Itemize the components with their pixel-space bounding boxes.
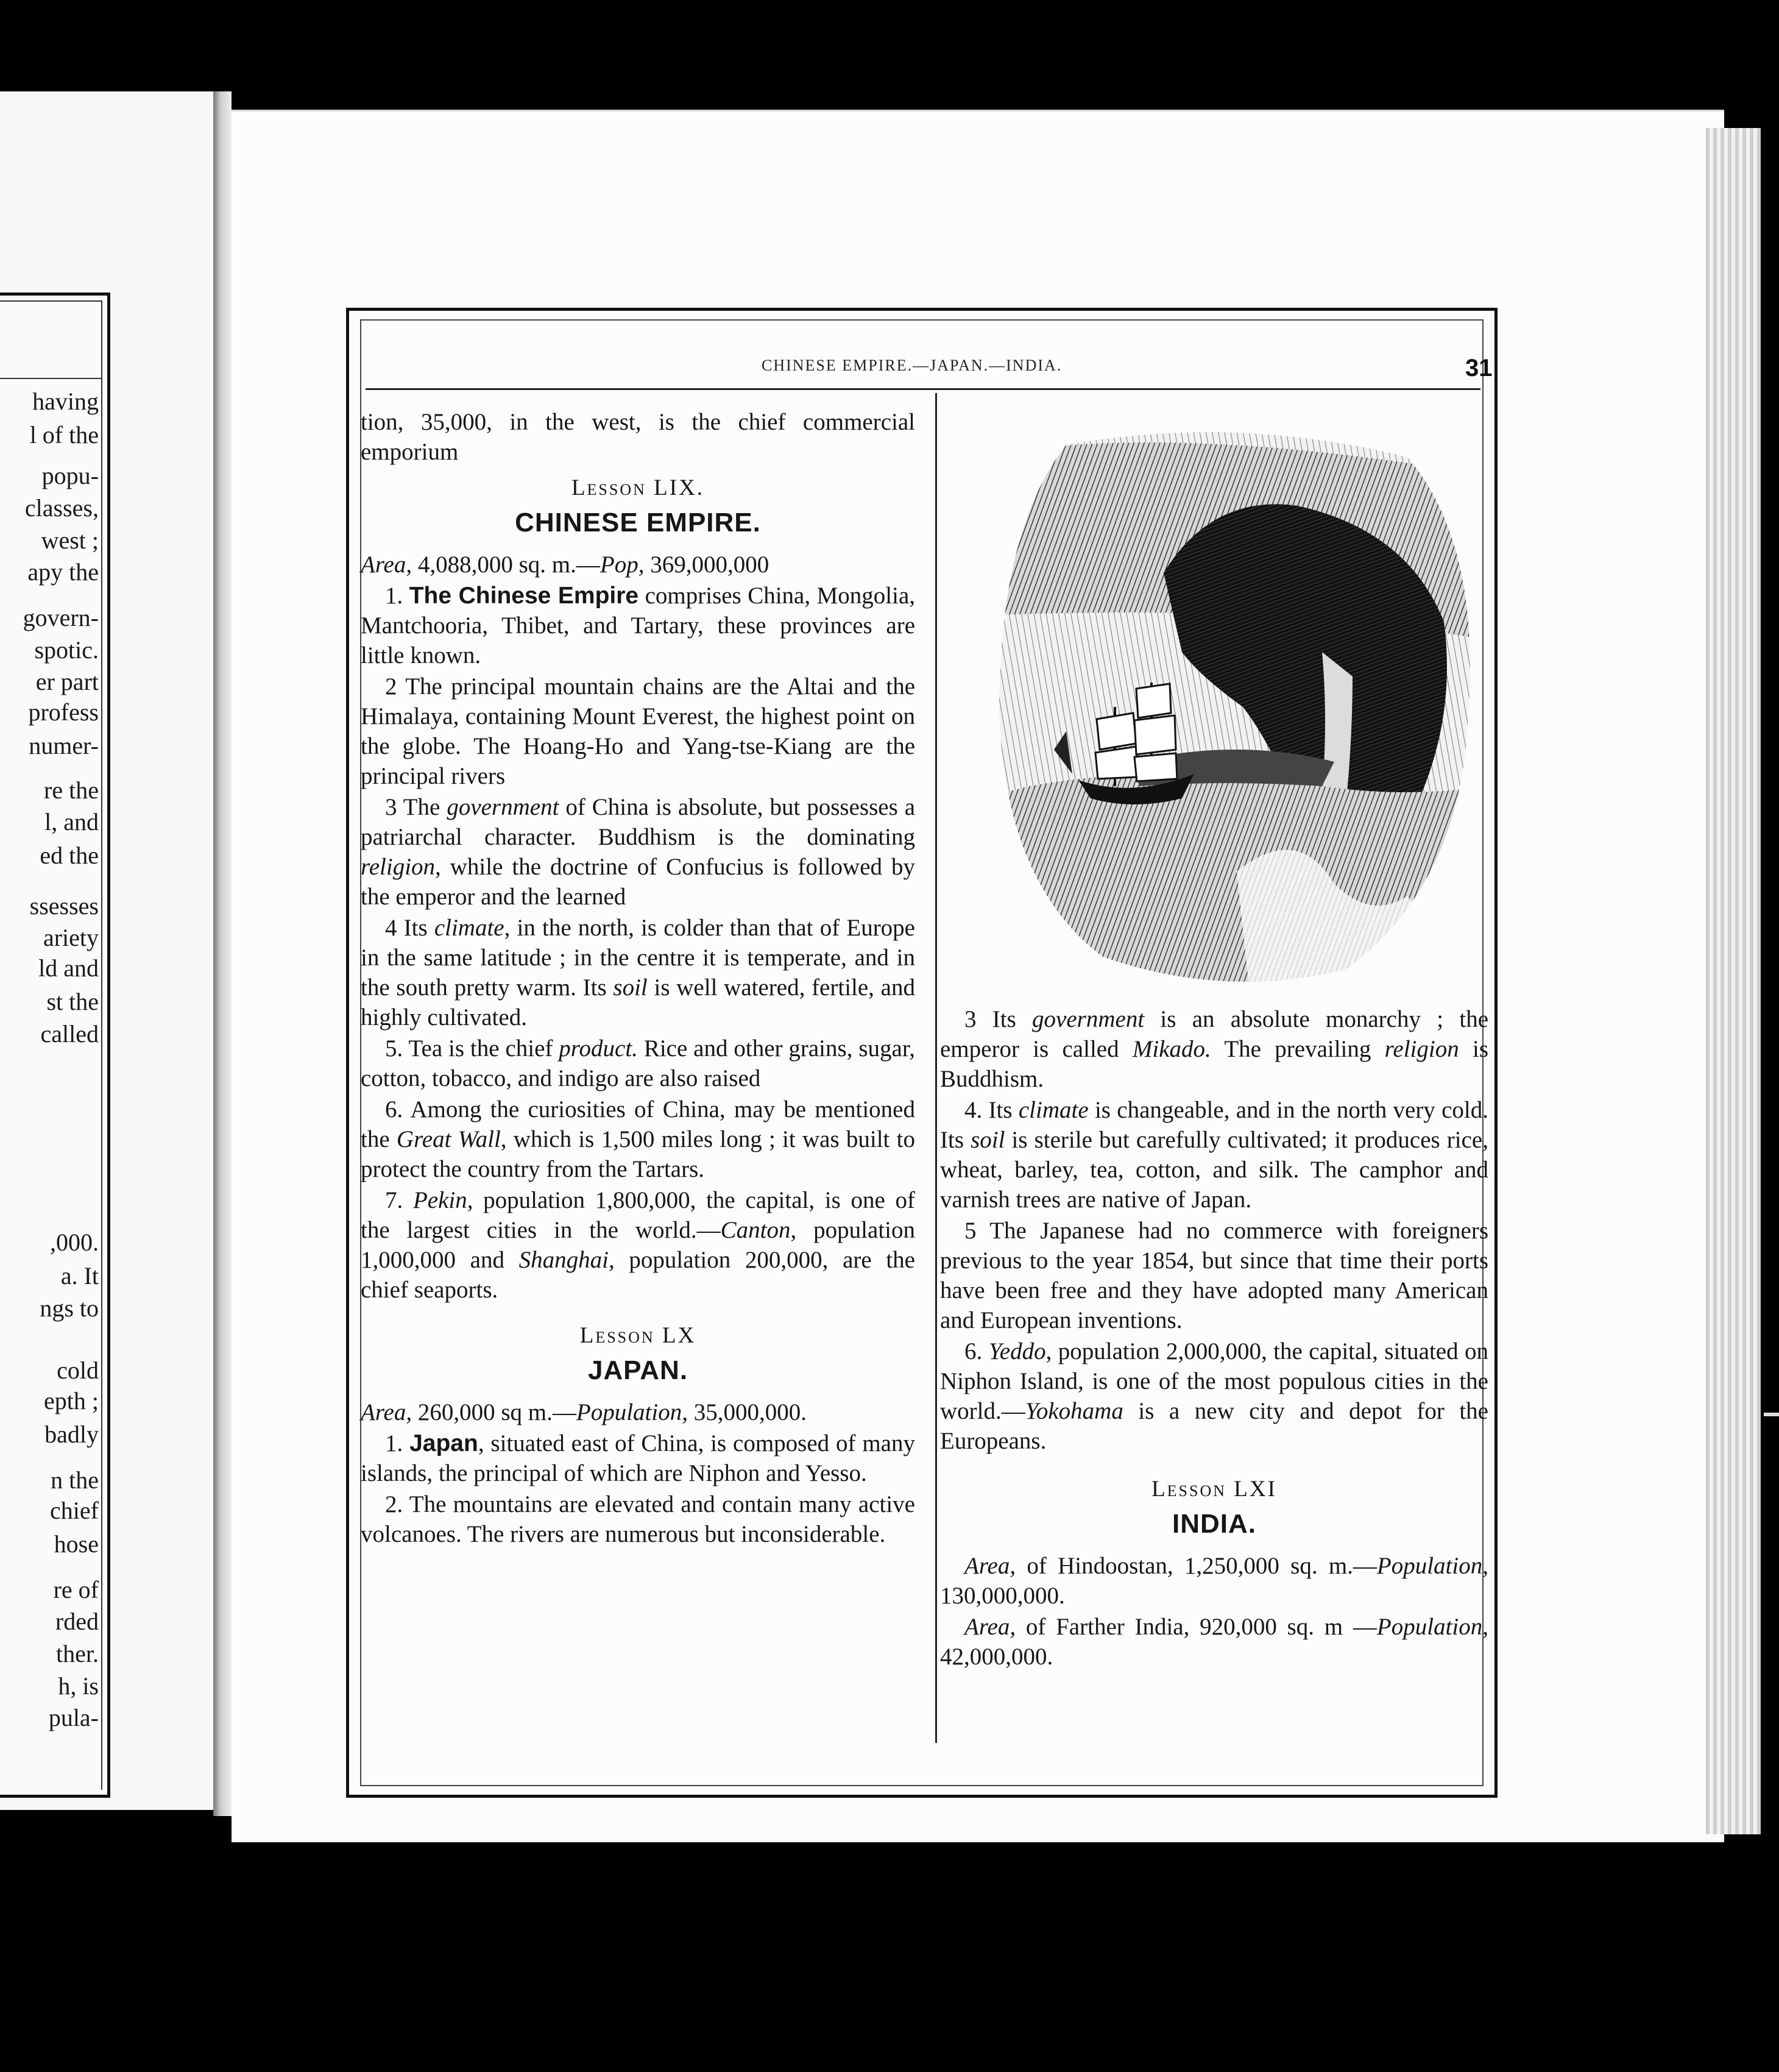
left-page-fragment: profess	[28, 698, 99, 726]
paragraph: 1. The Chinese Empire comprises China, Mongolia, Mantchooria, Thibet, and Tartary, these provinces are little known.	[361, 583, 916, 669]
area-line: Area, 260,000 sq m.—Population, 35,000,000.	[361, 1399, 807, 1425]
left-page-fragment: h, is	[58, 1672, 99, 1700]
left-page-fragment: rded	[55, 1608, 99, 1635]
left-page-fragment: re of	[53, 1576, 99, 1603]
left-page-fragment: er part	[35, 668, 99, 695]
left-page-fragment: west ;	[41, 527, 99, 554]
paragraph: 7. Pekin, population 1,800,000, the capital, is one of the largest cities in the world.—Canton, population 1,000,000 and Shanghai, population 200,000, are the chief seaports.	[361, 1187, 915, 1303]
section-title-india: INDIA.	[1172, 1509, 1256, 1539]
paragraph: 3 Its government is an absolute monarchy ; the emperor is called Mikado. The prevailing religion is Buddhism.	[940, 1006, 1489, 1092]
area-line: Area, of Farther India, 920,000 sq. m —Population, 42,000,000.	[940, 1614, 1488, 1670]
left-page-fragment: having	[32, 388, 99, 415]
left-page-fragment: re the	[44, 776, 99, 804]
left-page-fragment: a. It	[60, 1262, 99, 1290]
page-edges	[1706, 128, 1761, 1834]
section-title-japan: JAPAN.	[587, 1355, 688, 1385]
waterspout-ship-engraving	[981, 420, 1487, 987]
left-page-fragment: ther.	[56, 1640, 99, 1667]
paragraph: 4. Its climate is changeable, and in the north very cold. Its soil is sterile but carefully cultivated; it produces rice, wheat, barley, tea, cotton, and silk. The camphor and varnish trees are native of Japan.	[940, 1097, 1488, 1213]
left-page-fragment: epth ;	[44, 1387, 99, 1414]
left-page-fragment: ld and	[38, 954, 99, 982]
left-page-fragment: spotic.	[34, 636, 99, 664]
right-column	[940, 1004, 1488, 1673]
paragraph: 6. Among the curiosities of China, may be mentioned the Great Wall, which is 1,500 miles long ; it was built to protect the country from the Tartars.	[361, 1096, 915, 1182]
left-page-fragment: badly	[44, 1421, 99, 1448]
left-page-fragment: ed the	[40, 842, 99, 869]
lesson-heading: Lesson LXI	[1151, 1477, 1277, 1502]
left-page-fragment: pula-	[48, 1704, 99, 1731]
left-page-fragment: st the	[46, 988, 99, 1015]
paragraph: 2 The principal mountain chains are the Altai and the Himalaya, containing Mount Everest, the highest point on the globe. The Hoang-Ho and Yang-tse-Kiang are the principal rivers	[361, 673, 915, 789]
lesson-heading: Lesson LX	[579, 1323, 696, 1348]
left-page-fragment: ngs to	[40, 1294, 99, 1322]
left-page-fragment: govern-	[23, 604, 99, 631]
left-page-fragment: apy the	[27, 558, 99, 586]
left-page-fragment: l, and	[44, 808, 99, 836]
book-spine	[213, 91, 232, 1816]
paragraph: 6. Yeddo, population 2,000,000, the capital, situated on Niphon Island, is one of the most populous cities in the world.—Yokohama is a new city and depot for the Europeans.	[940, 1338, 1489, 1454]
paragraph: 4 Its climate, in the north, is colder than that of Europe in the same latitude ; in the centre it is temperate, and in the south pretty warm. Its soil is well watered, fertile, and highly cultivated.	[361, 915, 915, 1031]
paragraph: 3 The government of China is absolute, but possesses a patriarchal character. Buddhism is the dominating religion, while the doctrine of Confucius is followed by the emperor and the learned	[361, 794, 916, 910]
paragraph: 5. Tea is the chief product. Rice and other grains, sugar, cotton, tobacco, and indigo are also raised	[361, 1035, 915, 1091]
left-page-fragment: ariety	[43, 924, 99, 951]
left-page-fragment: l of the	[29, 421, 99, 449]
carryover-text: tion, 35,000, in the west, is the chief commercial emporium	[361, 409, 915, 465]
left-page-fragment: ,000.	[50, 1229, 99, 1256]
left-page-frame	[0, 293, 110, 1798]
running-head: CHINESE EMPIRE.—JAPAN.—INDIA.	[762, 357, 1063, 374]
left-page-fragment: numer-	[29, 732, 99, 759]
left-page	[0, 91, 216, 1810]
left-column	[361, 407, 915, 1550]
header-rule	[366, 388, 1480, 390]
left-page-fragment: chief	[50, 1497, 99, 1524]
left-page-fragment: popu-	[41, 462, 99, 489]
column-rule	[935, 393, 937, 1743]
left-page-fragment: called	[40, 1020, 99, 1048]
page-number: 31	[1465, 355, 1493, 381]
area-line: Area, of Hindoostan, 1,250,000 sq. m.—Population, 130,000,000.	[940, 1553, 1488, 1609]
area-line: Area, 4,088,000 sq. m.—Pop, 369,000,000	[361, 552, 769, 578]
left-page-fragment: cold	[57, 1357, 99, 1384]
lesson-heading: Lesson LIX.	[571, 475, 705, 500]
left-page-fragment: ssesses	[29, 892, 99, 920]
paragraph: 5 The Japanese had no commerce with foreigners previous to the year 1854, but since that time their ports have been free and they have adopted many American and European inventions.	[940, 1218, 1488, 1333]
left-page-fragment: n the	[51, 1466, 99, 1494]
section-title-chinese-empire: CHINESE EMPIRE.	[515, 508, 761, 538]
left-page-fragment: classes,	[24, 494, 99, 522]
left-page-fragment: hose	[54, 1530, 99, 1558]
paragraph: 2. The mountains are elevated and contain many active volcanoes. The rivers are numerous but inconsiderable.	[361, 1491, 915, 1547]
paragraph: 1. Japan, situated east of China, is composed of many islands, the principal of which are Niphon and Yesso.	[361, 1430, 915, 1486]
